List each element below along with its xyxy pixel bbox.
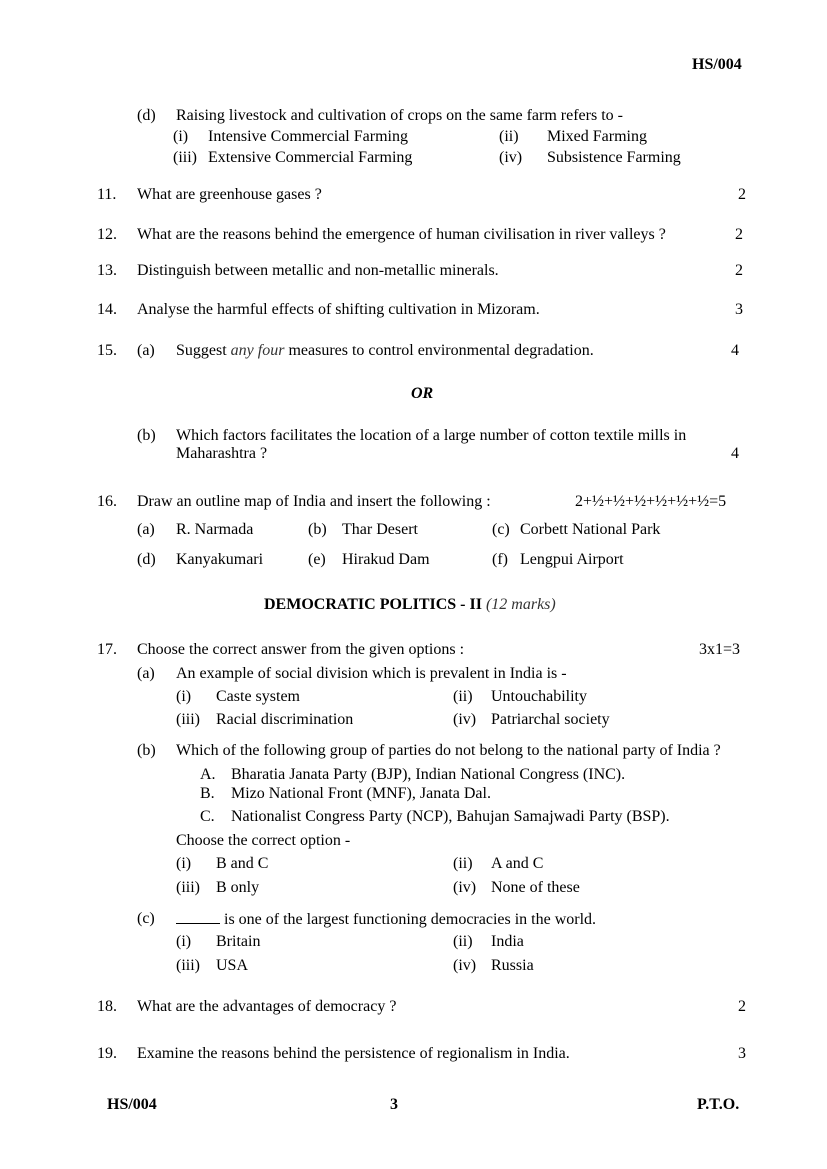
- or-divider: OR: [411, 385, 434, 402]
- option-num: (iv): [453, 879, 477, 896]
- option-text: India: [491, 933, 524, 950]
- q15a-label: (a): [137, 342, 155, 359]
- q15a-text: Suggest any four measures to control environmental degradation.: [176, 342, 594, 359]
- q15a-emphasis: any four: [230, 342, 285, 359]
- option-text: None of these: [491, 879, 580, 896]
- list-text: Bharatia Janata Party (BJP), Indian National Congress (INC).: [231, 766, 626, 783]
- map-item-text: R. Narmada: [176, 521, 254, 538]
- question-marks: 2: [735, 262, 743, 279]
- q15b-label: (b): [137, 427, 156, 444]
- map-item-label: (a): [137, 521, 155, 538]
- option-num: (ii): [453, 855, 473, 872]
- question-text: Choose the correct answer from the given options :: [137, 641, 465, 658]
- option-num: (iii): [173, 149, 197, 166]
- question-number: 14.: [97, 301, 117, 318]
- option-num: (i): [176, 855, 192, 872]
- map-item-label: (f): [492, 551, 508, 568]
- question-number: 18.: [97, 998, 117, 1015]
- header-code: HS/004: [692, 56, 742, 73]
- map-item-text: Corbett National Park: [520, 521, 661, 538]
- q17a-text: An example of social division which is prevalent in India is -: [176, 665, 567, 682]
- option-num: (iii): [176, 711, 200, 728]
- page-number: 3: [390, 1096, 398, 1113]
- question-number: 15.: [97, 342, 117, 359]
- option-text: B and C: [216, 855, 269, 872]
- q15b-text-line1: Which factors facilitates the location of a large number of cotton textile mills in: [176, 427, 687, 444]
- option-text: USA: [216, 957, 249, 974]
- option-text: Subsistence Farming: [547, 149, 681, 166]
- option-text: Patriarchal society: [491, 711, 610, 728]
- question-number: 12.: [97, 226, 117, 243]
- map-item-label: (e): [308, 551, 326, 568]
- question-text: What are the reasons behind the emergence of human civilisation in river valleys ?: [137, 226, 666, 243]
- question-number: 19.: [97, 1045, 117, 1062]
- option-num: (iv): [453, 711, 477, 728]
- question-text: Draw an outline map of India and insert the following :: [137, 493, 491, 510]
- question-number: 17.: [97, 641, 117, 658]
- list-label: A.: [200, 766, 216, 783]
- option-num: (i): [176, 688, 192, 705]
- question-number: 13.: [97, 262, 117, 279]
- map-item-text: Kanyakumari: [176, 551, 264, 568]
- option-text: Caste system: [216, 688, 300, 705]
- q17c-text: is one of the largest functioning democracies in the world.: [220, 911, 597, 928]
- question-marks: 3: [735, 301, 743, 318]
- section-heading: [264, 595, 556, 615]
- q17b-text: Which of the following group of parties do not belong to the national party of India ?: [176, 742, 721, 759]
- question-marks: 2: [738, 998, 746, 1015]
- question-text: Examine the reasons behind the persistence of regionalism in India.: [137, 1045, 570, 1062]
- option-num: (i): [173, 128, 189, 145]
- please-turn-over: P.T.O.: [697, 1096, 740, 1113]
- q15b-text-line2: Maharashtra ?: [176, 445, 268, 462]
- question-marks: 2+½+½+½+½+½+½=5: [575, 493, 727, 510]
- option-num: (i): [176, 933, 192, 950]
- option-text: Mixed Farming: [547, 128, 647, 145]
- q17b-label: (b): [137, 742, 156, 759]
- map-item-text: Thar Desert: [342, 521, 418, 538]
- q17c-label: (c): [137, 910, 155, 927]
- option-text: B only: [216, 879, 260, 896]
- question-marks: 2: [735, 226, 743, 243]
- option-num: (ii): [453, 688, 473, 705]
- option-text: Untouchability: [491, 688, 587, 705]
- option-text: Russia: [491, 957, 534, 974]
- option-num: (iv): [499, 149, 523, 166]
- option-text: Extensive Commercial Farming: [208, 149, 413, 166]
- q17b-choose: Choose the correct option -: [176, 832, 351, 849]
- option-num: (iii): [176, 957, 200, 974]
- question-number: 16.: [97, 493, 117, 510]
- option-text: Racial discrimination: [216, 711, 354, 728]
- option-text: Intensive Commercial Farming: [208, 128, 408, 145]
- question-text: What are greenhouse gases ?: [137, 186, 322, 203]
- option-num: (ii): [499, 128, 519, 145]
- option-num: (iii): [176, 879, 200, 896]
- question-marks: 2: [738, 186, 746, 203]
- q17c-text-wrap: [176, 909, 596, 930]
- question-number: 11.: [97, 186, 117, 203]
- question-text: Analyse the harmful effects of shifting cultivation in Mizoram.: [137, 301, 540, 318]
- list-label: B.: [200, 785, 215, 802]
- option-text: A and C: [491, 855, 544, 872]
- option-num: (ii): [453, 933, 473, 950]
- q10d-label: (d): [137, 107, 156, 124]
- footer-code: HS/004: [107, 1096, 157, 1113]
- option-text: Britain: [216, 933, 261, 950]
- q17a-label: (a): [137, 665, 155, 682]
- question-text: Distinguish between metallic and non-metallic minerals.: [137, 262, 499, 279]
- list-label: C.: [200, 808, 215, 825]
- question-marks: 4: [731, 445, 739, 462]
- q10d-text: Raising livestock and cultivation of crops on the same farm refers to -: [176, 107, 623, 124]
- map-item-label: (c): [492, 521, 510, 538]
- section-marks: (12 marks): [485, 596, 556, 613]
- map-item-text: Hirakud Dam: [342, 551, 430, 568]
- question-marks: 3: [738, 1045, 746, 1062]
- fill-blank: [176, 909, 220, 924]
- list-text: Mizo National Front (MNF), Janata Dal.: [231, 785, 491, 802]
- map-item-text: Lengpui Airport: [520, 551, 624, 568]
- section-title: DEMOCRATIC POLITICS - II: [264, 596, 482, 613]
- question-marks: 3x1=3: [699, 641, 741, 658]
- option-num: (iv): [453, 957, 477, 974]
- map-item-label: (d): [137, 551, 156, 568]
- question-marks: 4: [731, 342, 739, 359]
- question-text: What are the advantages of democracy ?: [137, 998, 397, 1015]
- list-text: Nationalist Congress Party (NCP), Bahujan Samajwadi Party (BSP).: [231, 808, 670, 825]
- map-item-label: (b): [308, 521, 327, 538]
